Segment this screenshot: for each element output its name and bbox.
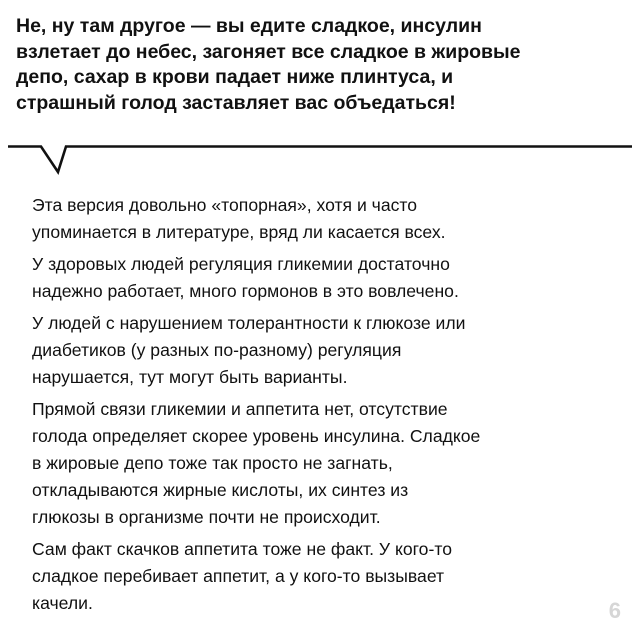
text-line: откладываются жирные кислоты, их синтез из bbox=[32, 480, 409, 500]
text-line: упоминается в литературе, вряд ли касается всех. bbox=[32, 222, 446, 242]
quote-line: Не, ну там другое — вы едите сладкое, инсулин bbox=[16, 15, 482, 37]
text-line: У здоровых людей регуляция гликемии достаточно bbox=[32, 254, 450, 274]
quote-line: страшный голод заставляет вас объедаться! bbox=[16, 91, 456, 114]
quote-line: депо, сахар в крови падает ниже плинтуса, и bbox=[16, 66, 454, 88]
paragraph bbox=[32, 251, 612, 305]
speech-bubble-tail bbox=[0, 138, 640, 178]
text-line: диабетиков (у разных по-разному) регуляция bbox=[32, 340, 402, 360]
text-line: Прямой связи гликемии и аппетита нет, отсутствие bbox=[32, 399, 448, 419]
text-line: глюкозы в организме почти не происходит. bbox=[32, 507, 381, 527]
speech-bubble-quote bbox=[16, 14, 628, 116]
paragraph bbox=[32, 536, 612, 617]
text-line: нарушается, тут могут быть варианты. bbox=[32, 367, 348, 387]
article-body bbox=[32, 192, 612, 622]
text-line: сладкое перебивает аппетит, а у кого-то вызывает bbox=[32, 566, 445, 586]
text-line: Эта версия довольно «топорная», хотя и часто bbox=[32, 195, 418, 215]
page-number: 6 bbox=[608, 598, 621, 623]
quote-line: взлетает до небес, загоняет все сладкое в жировые bbox=[16, 40, 521, 63]
text-line: качели. bbox=[32, 593, 93, 613]
text-line: У людей с нарушением толерантности к глюкозе или bbox=[32, 313, 466, 333]
text-line: надежно работает, много гормонов в это вовлечено. bbox=[32, 281, 459, 301]
paragraph bbox=[32, 310, 612, 391]
text-line: голода определяет скорее уровень инсулина. Сладкое bbox=[32, 426, 481, 446]
text-line: в жировые депо тоже так просто не загнать, bbox=[32, 453, 393, 473]
paragraph bbox=[32, 192, 612, 246]
text-line: Сам факт скачков аппетита тоже не факт. У кого-то bbox=[32, 539, 452, 559]
paragraph bbox=[32, 396, 612, 531]
speech-bubble-line bbox=[8, 147, 632, 173]
